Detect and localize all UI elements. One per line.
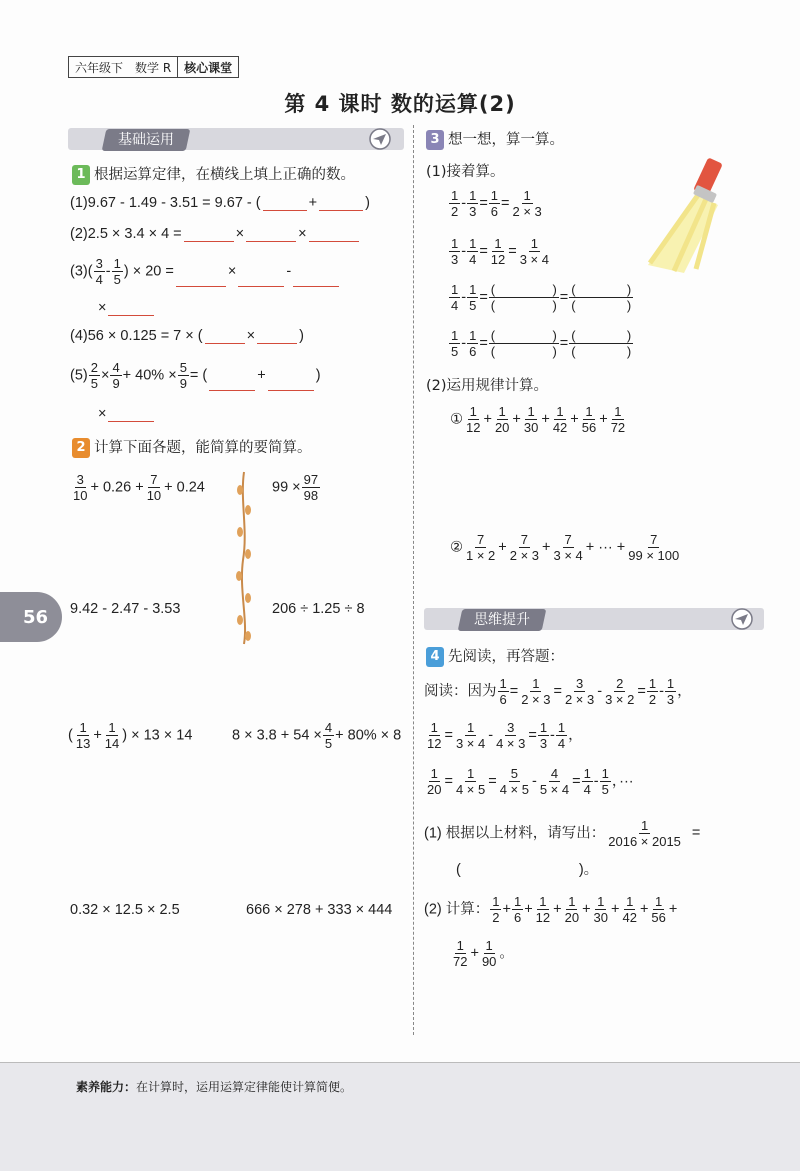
page-title: 第 4 课时 数的运算(2) <box>284 92 516 116</box>
fraction: $\frac{1}{2 \times 3}$ <box>512 188 542 219</box>
fraction: $\frac{1}{2016 \times 2015}$ <box>608 818 681 849</box>
fraction: $\frac{1}{56}$ <box>581 404 597 435</box>
q1-l5b: × <box>100 367 110 384</box>
fraction: $\frac{1}{12}$ <box>535 894 551 925</box>
q1-l2b: × <box>235 226 245 242</box>
fraction: $\frac{1}{6}$ <box>469 328 477 359</box>
footer-label: 素养能力： <box>76 1080 137 1094</box>
fraction: $\frac{1}{13}$ <box>75 720 91 751</box>
fraction: $\frac{1}{5}$ <box>451 328 459 359</box>
fraction: $\frac{5}{9}$ <box>179 360 187 391</box>
fraction: $\frac{1}{12}$ <box>427 720 442 751</box>
q1-blank[interactable] <box>263 196 307 211</box>
fraction: $\frac{4}{9}$ <box>112 360 120 391</box>
fraction-blank[interactable]: ( ) ( ) <box>490 282 557 313</box>
series-label: 核心课堂 <box>184 60 233 75</box>
fraction: $\frac{1}{4 \times 5}$ <box>455 766 486 797</box>
fraction: $\frac{2}{5}$ <box>90 360 98 391</box>
q1-blank[interactable] <box>257 329 297 344</box>
q4-read1: 阅读：因为 $\frac{1}{6}$ = $\frac{1}{2 \times 3}$ = $\frac{3}{2 \times 3}$ - $\frac{2}{3 \times 2}$ = $\frac{1}{2}$ - $\frac{1}{3}$ ， <box>424 676 692 707</box>
q2-problem8: 666 × 278 + 333 × 444 <box>246 902 393 918</box>
fraction: $\frac{1}{20}$ <box>427 766 442 797</box>
fraction: $\frac{1}{72}$ <box>610 404 626 435</box>
fraction: $\frac{1}{2}$ <box>648 676 657 707</box>
q4-sub2-cont: $\frac{1}{72}$ + $\frac{1}{90}$ 。 <box>453 938 514 969</box>
fraction: $\frac{1}{12}$ <box>466 404 481 435</box>
fraction: $\frac{7}{2 \times 3}$ <box>509 532 540 563</box>
subject-label: 数学 R <box>135 60 172 75</box>
q1-l2a: (2)2.5 × 3.4 × 4 = <box>70 226 182 242</box>
q3-prompt-text: 想一想，算一算。 <box>448 132 564 148</box>
q1-prompt <box>72 163 355 185</box>
fraction: $\frac{1}{2}$ <box>451 188 459 219</box>
q1-blank[interactable] <box>293 272 339 287</box>
fraction-blank[interactable]: ( ) ( ) <box>571 328 632 359</box>
fraction: $\frac{7}{3 \times 4}$ <box>553 532 583 563</box>
q4-sub1-answer[interactable]: ( )。 <box>456 862 599 878</box>
book-header <box>68 56 239 78</box>
q2-problem2 <box>272 472 321 503</box>
q1-line5b <box>98 406 156 422</box>
q3-sub1: (1)接着算。 <box>426 164 505 180</box>
section-label-thinking: 思维提升 <box>458 609 547 631</box>
fraction: $\frac{1}{2}$ <box>492 894 500 925</box>
q2-p6a: 8 × 3.8 + 54 × <box>232 727 322 744</box>
q4-read2: $\frac{1}{12}$ = $\frac{1}{3 \times 4}$ - $\frac{3}{4 \times 3}$ = $\frac{1}{3}$ - $\frac{1}{4}$ ， <box>427 720 583 751</box>
q1-badge: 1 <box>72 165 90 185</box>
q2-p5a: ( <box>68 727 73 744</box>
q1-l3b: ) × 20 = <box>123 263 174 280</box>
fraction: $\frac{4}{5 \times 4}$ <box>539 766 570 797</box>
fraction: $\frac{1}{42}$ <box>552 404 568 435</box>
q1-line5 <box>70 360 321 391</box>
q1-l4b: × <box>246 328 256 344</box>
q2-p1d: + 0.24 <box>164 479 205 496</box>
page-number-tab: 56 <box>0 592 62 642</box>
q1-l5g: ) <box>315 367 321 384</box>
fraction: $\frac{1}{12}$ <box>490 236 506 267</box>
fraction-blank[interactable]: ( ) ( ) <box>490 328 557 359</box>
fraction: $\frac{3}{4 \times 3}$ <box>496 720 526 751</box>
q1-l3a: (3)( <box>70 263 93 280</box>
q1-l1c: ) <box>365 195 370 211</box>
q1-l5c: + 40% × <box>122 367 177 384</box>
q1-l3c: × <box>227 263 237 280</box>
q1-l1a: (1)9.67 - 1.49 - 3.51 = 9.67 - ( <box>70 195 261 211</box>
fraction: $\frac{1}{2 \times 3}$ <box>521 676 551 707</box>
fraction: $\frac{1}{3}$ <box>666 676 675 707</box>
q4-prompt <box>426 645 564 667</box>
fraction: $\frac{1}{30}$ <box>523 404 539 435</box>
q4-badge: 4 <box>426 647 444 667</box>
fraction: $\frac{7}{10}$ <box>146 472 162 503</box>
q3-badge: 3 <box>426 130 444 150</box>
q1-l3e: × <box>98 300 107 316</box>
paper-plane-icon <box>730 608 754 630</box>
q3-sub2: (2)运用规律计算。 <box>426 378 549 394</box>
fraction: $\frac{7}{99 \times 100}$ <box>628 532 680 563</box>
q4-prompt-text: 先阅读，再答题： <box>448 649 564 665</box>
q1-line1 <box>70 195 370 211</box>
fraction: $\frac{1}{42}$ <box>622 894 637 925</box>
q1-blank[interactable] <box>246 227 296 242</box>
q3-row3: $\frac{1}{4}$ - $\frac{1}{5}$ = ( ) ( ) = ( ) ( ) <box>451 282 632 313</box>
q3-row2: $\frac{1}{3}$ - $\frac{1}{4}$ = $\frac{1}{12}$ = $\frac{1}{3 \times 4}$ <box>451 236 549 267</box>
q1-prompt-text: 根据运算定律，在横线上填上正确的数。 <box>94 167 355 183</box>
fraction: $\frac{1}{6}$ <box>490 188 499 219</box>
fraction: $\frac{3}{2 \times 3}$ <box>564 676 595 707</box>
fraction: $\frac{1}{3}$ <box>539 720 548 751</box>
q2-p5e: ) × 13 × 14 <box>122 727 193 744</box>
q1-l1b: + <box>308 195 318 211</box>
q1-line4 <box>70 328 304 344</box>
q2-p2a: 99 × <box>272 479 301 496</box>
column-divider <box>413 125 414 1035</box>
fraction: $\frac{1}{4}$ <box>583 766 591 797</box>
q2-p6c: + 80% × 8 <box>335 727 402 744</box>
q1-blank[interactable] <box>176 272 226 287</box>
q2-problem7: 0.32 × 12.5 × 2.5 <box>70 902 180 918</box>
q2-p1b: + 0.26 + <box>90 479 144 496</box>
fraction: $\frac{1}{6}$ <box>513 894 522 925</box>
q3-prompt <box>426 128 564 150</box>
q1-line3b <box>98 300 156 316</box>
q4-sub2: (2) 计算： $\frac{1}{2}$ + $\frac{1}{6}$ + $\frac{1}{12}$ + $\frac{1}{20}$ + $\frac{1}{30}$ + $\frac{1}{42}$ + $\frac{1}{56}$ + <box>424 894 678 925</box>
q2-p5c: + <box>93 727 102 744</box>
q1-l2c: × <box>298 226 307 242</box>
fraction: $\frac{1}{5}$ <box>469 282 477 313</box>
paper-plane-icon <box>368 128 392 150</box>
fraction: $\frac{1}{14}$ <box>104 720 120 751</box>
q1-l5d: = ( <box>189 367 208 384</box>
fraction: $\frac{1}{90}$ <box>481 938 497 969</box>
q4-sub1: (1) 根据以上材料，请写出： $\frac{1}{2016 \times 2015}$ = <box>424 818 701 849</box>
flashlight-icon <box>640 155 740 275</box>
fraction: $\frac{2}{3 \times 2}$ <box>605 676 635 707</box>
q3-calc2: ② $\frac{7}{1 \times 2}$ + $\frac{7}{2 \times 3}$ + $\frac{7}{3 \times 4}$ + ··· + $\frac{7}{99 \times 100}$ <box>450 532 680 563</box>
q2-badge: 2 <box>72 438 90 458</box>
q1-blank[interactable] <box>238 272 284 287</box>
q1-blank[interactable] <box>108 407 154 422</box>
fraction: $\frac{4}{5}$ <box>324 720 333 751</box>
fraction: $\frac{5}{4 \times 5}$ <box>499 766 529 797</box>
q3-row4: $\frac{1}{5}$ - $\frac{1}{6}$ = ( ) ( ) = ( ) ( ) <box>451 328 632 359</box>
fraction: $\frac{1}{3}$ <box>451 236 459 267</box>
q2-problem6 <box>232 720 401 751</box>
fraction: $\frac{3}{10}$ <box>73 472 88 503</box>
fraction: $\frac{1}{20}$ <box>494 404 510 435</box>
fraction: $\frac{1}{3}$ <box>469 188 477 219</box>
q1-line3 <box>70 256 341 287</box>
q1-blank[interactable] <box>309 227 359 242</box>
q1-line2 <box>70 226 361 242</box>
q1-blank[interactable] <box>205 329 245 344</box>
q2-problem1 <box>70 472 205 503</box>
q1-l5e: + <box>257 367 266 384</box>
fraction: $\frac{1}{4}$ <box>557 720 566 751</box>
q2-problem4: 206 ÷ 1.25 ÷ 8 <box>272 601 365 617</box>
q2-problem3: 9.42 - 2.47 - 3.53 <box>70 601 181 617</box>
q1-blank[interactable] <box>184 227 234 242</box>
q2-problem5 <box>68 720 192 751</box>
fraction: $\frac{1}{20}$ <box>564 894 580 925</box>
footer-note <box>76 1078 352 1095</box>
fraction-blank[interactable]: ( ) ( ) <box>571 282 632 313</box>
q3-row1: $\frac{1}{2}$ - $\frac{1}{3}$ = $\frac{1}{6}$ = $\frac{1}{2 \times 3}$ <box>451 188 542 219</box>
fraction: $\frac{1}{30}$ <box>593 894 608 925</box>
q3-calc1: ① $\frac{1}{12}$ + $\frac{1}{20}$ + $\frac{1}{30}$ + $\frac{1}{42}$ + $\frac{1}{56}$ + $\frac{1}{72}$ <box>450 404 626 435</box>
fraction: $\frac{3}{4}$ <box>95 256 103 287</box>
q1-l5h: × <box>98 406 107 422</box>
fraction: $\frac{1}{5}$ <box>601 766 609 797</box>
fraction: $\frac{1}{6}$ <box>499 676 507 707</box>
q1-l5a: (5) <box>70 367 88 384</box>
fraction: $\frac{1}{3 \times 4}$ <box>519 236 549 267</box>
grade-label: 六年级下 <box>75 60 124 75</box>
footer-text: 在计算时，运用运算定律能使计算简便。 <box>136 1080 353 1094</box>
fraction: $\frac{1}{3 \times 4}$ <box>455 720 486 751</box>
fraction: $\frac{7}{1 \times 2}$ <box>466 532 496 563</box>
fraction: $\frac{1}{4}$ <box>469 236 477 267</box>
q1-l3m: - <box>105 263 111 280</box>
fraction: $\frac{97}{98}$ <box>303 472 319 503</box>
vine-decoration <box>234 470 254 646</box>
q1-blank[interactable] <box>319 196 363 211</box>
fraction: $\frac{1}{72}$ <box>453 938 468 969</box>
fraction: $\frac{1}{4}$ <box>451 282 459 313</box>
q4-read3: $\frac{1}{20}$ = $\frac{1}{4 \times 5}$ = $\frac{5}{4 \times 5}$ - $\frac{4}{5 \times 4}$ = $\frac{1}{4}$ - $\frac{1}{5}$ ，··· <box>427 766 634 797</box>
q1-blank[interactable] <box>268 376 314 391</box>
q2-prompt-text: 计算下面各题，能简算的要简算。 <box>94 440 312 456</box>
q1-l4c: ) <box>299 328 304 344</box>
q2-prompt <box>72 436 312 458</box>
fraction: $\frac{1}{56}$ <box>651 894 666 925</box>
q1-blank[interactable] <box>108 301 154 316</box>
q1-blank[interactable] <box>209 376 255 391</box>
q1-l4a: (4)56 × 0.125 = 7 × ( <box>70 328 203 344</box>
section-label-basic: 基础运用 <box>102 129 191 151</box>
fraction: $\frac{1}{5}$ <box>113 256 121 287</box>
q1-l3d: - <box>286 263 292 280</box>
